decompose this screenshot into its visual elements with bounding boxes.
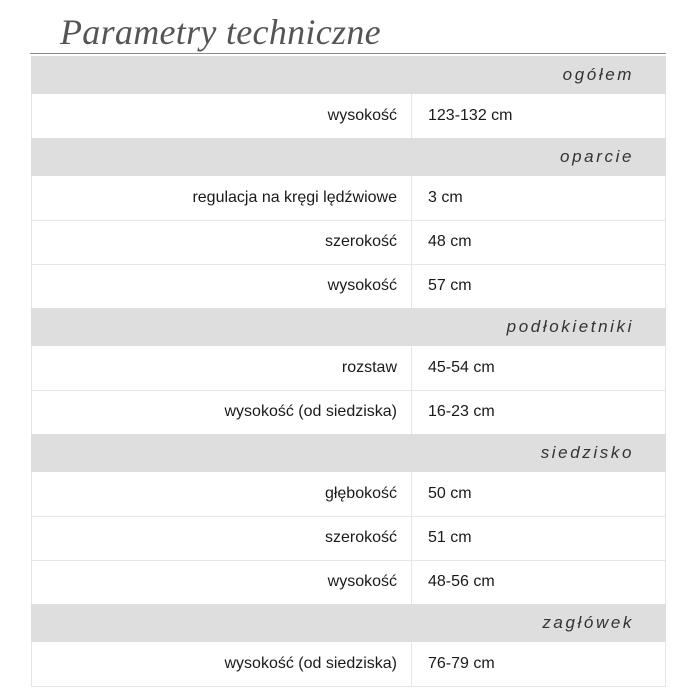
param-value: 57 cm (412, 264, 666, 308)
section-title: ogółem (32, 56, 666, 94)
param-value: 50 cm (412, 472, 666, 516)
section-header-siedzisko (32, 434, 666, 472)
spec-table (31, 56, 666, 687)
param-value: 123-132 cm (412, 94, 666, 138)
param-value: 76-79 cm (412, 642, 666, 686)
param-label: regulacja na kręgi lędźwiowe (32, 176, 412, 220)
table-row (32, 516, 666, 560)
param-value: 45-54 cm (412, 346, 666, 390)
param-label: rozstaw (32, 346, 412, 390)
section-header-zaglowek (32, 604, 666, 642)
param-label: wysokość (od siedziska) (32, 390, 412, 434)
table-row (32, 220, 666, 264)
param-value: 51 cm (412, 516, 666, 560)
section-title: oparcie (32, 138, 666, 176)
section-title: podłokietniki (32, 308, 666, 346)
table-row (32, 94, 666, 138)
section-title: siedzisko (32, 434, 666, 472)
param-label: wysokość (od siedziska) (32, 642, 412, 686)
section-header-oparcie (32, 138, 666, 176)
param-value: 48-56 cm (412, 560, 666, 604)
param-label: głębokość (32, 472, 412, 516)
page-title: Parametry techniczne (60, 12, 381, 52)
param-label: wysokość (32, 264, 412, 308)
section-header-podlokietniki (32, 308, 666, 346)
param-label: wysokość (32, 94, 412, 138)
table-row (32, 176, 666, 220)
table-row (32, 390, 666, 434)
table-row (32, 346, 666, 390)
param-value: 16-23 cm (412, 390, 666, 434)
table-row (32, 472, 666, 516)
section-title: zagłówek (32, 604, 666, 642)
param-label: wysokość (32, 560, 412, 604)
param-value: 48 cm (412, 220, 666, 264)
table-row (32, 560, 666, 604)
param-label: szerokość (32, 220, 412, 264)
table-row (32, 642, 666, 686)
title-divider (30, 53, 666, 54)
param-value: 3 cm (412, 176, 666, 220)
param-label: szerokość (32, 516, 412, 560)
table-row (32, 264, 666, 308)
section-header-ogolem (32, 56, 666, 94)
